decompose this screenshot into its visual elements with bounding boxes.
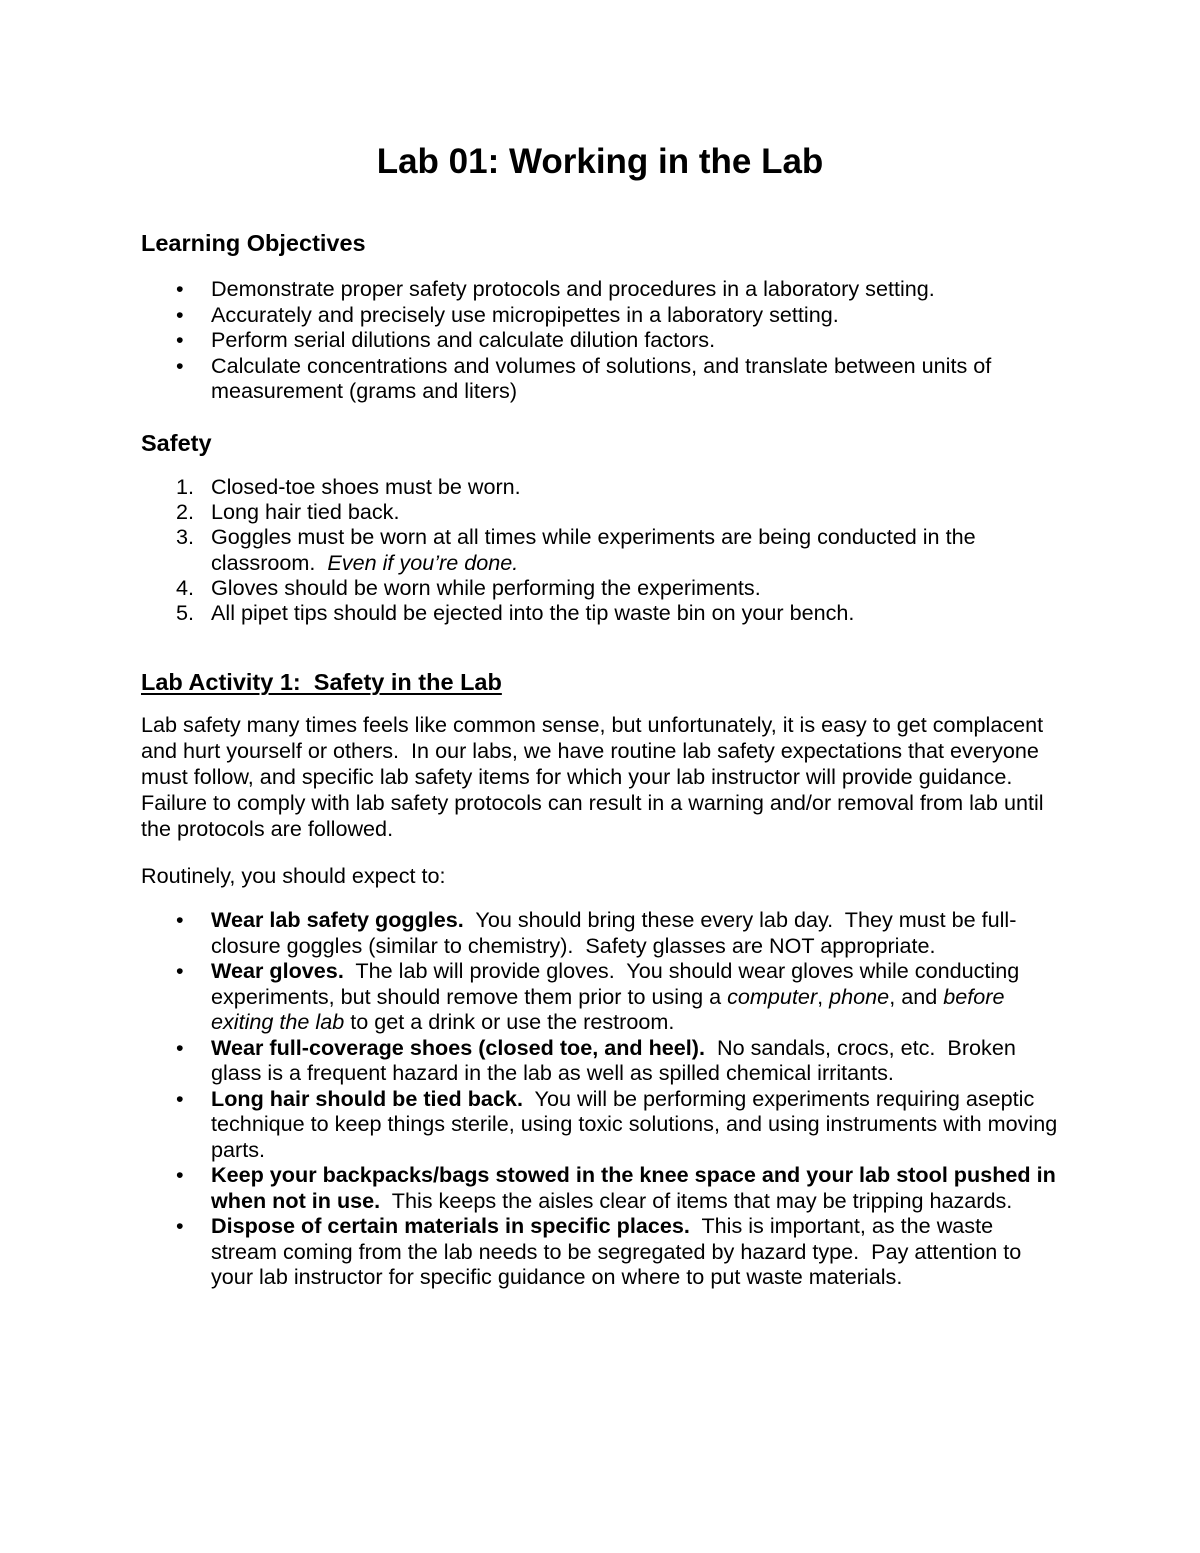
routine-item-text: You will be performing experiments requiring aseptic: [522, 1085, 1035, 1111]
routine-item-lead: when not in use.: [211, 1187, 381, 1213]
safety-rule-text: Closed-toe shoes must be worn.: [211, 474, 521, 499]
bullet-marker: •: [176, 1213, 184, 1238]
safety-rule-line: [211, 600, 1200, 625]
routine-line: [211, 1086, 1200, 1112]
bullet-marker: •: [176, 352, 184, 378]
routine-item-text: You should bring these every lab day. They must be full-: [463, 907, 1017, 932]
objective-item: [0, 276, 1200, 302]
paragraph-line: Lab safety many times feels like common sense, but unfortunately, it is easy to get complacent: [141, 712, 1044, 737]
safety-rule-text: classroom.: [211, 549, 328, 575]
list-number: 4.: [176, 574, 195, 600]
list-number: 3.: [176, 524, 195, 550]
page-title: Lab 01: Working in the Lab: [376, 142, 824, 181]
routine-item-emphasis: phone: [829, 983, 890, 1009]
paragraph-line: and hurt yourself or others. In our labs, we have routine lab safety expectations that everyone: [141, 738, 1039, 763]
safety-heading: Safety: [141, 430, 212, 456]
routine-item: [0, 1086, 1200, 1163]
bullet-marker: •: [176, 1034, 184, 1060]
routine-item-text: No sandals, crocs, etc. Broken: [705, 1034, 1016, 1060]
objective-item: [0, 353, 1200, 404]
routine-line: [211, 933, 1200, 959]
safety-rule-text: Long hair tied back.: [211, 499, 400, 525]
objective-line: [211, 302, 1200, 328]
safety-rule-line: [211, 499, 1200, 524]
objective-item: [0, 302, 1200, 328]
objective-text: Calculate concentrations and volumes of solutions, and translate between units of: [211, 352, 992, 378]
routine-item-text: , and: [889, 983, 944, 1009]
safety-rules-list: [0, 474, 1200, 625]
routine-item: [0, 1035, 1200, 1086]
routine-line: [211, 1239, 1200, 1265]
bullet-marker: •: [176, 907, 184, 932]
safety-rule-item: [0, 499, 1200, 524]
safety-rule-text: Goggles must be worn at all times while experiments are being conducted in the: [211, 524, 976, 550]
bullet-marker: •: [176, 1162, 184, 1187]
safety-rule-line: [211, 550, 1200, 575]
safety-rule-line: [211, 474, 1200, 499]
bullet-marker: •: [176, 327, 184, 352]
routine-item-text: your lab instructor for specific guidance on where to put waste materials.: [211, 1264, 903, 1289]
routine-item-emphasis: exiting the lab: [211, 1009, 345, 1034]
objective-line: [211, 353, 1200, 379]
list-number: 5.: [176, 600, 195, 626]
safety-rule-text: Gloves should be worn while performing the experiments.: [211, 574, 761, 600]
objective-line: [211, 327, 1200, 353]
routine-item-text: ,: [817, 983, 830, 1009]
list-number: 1.: [176, 474, 195, 499]
routine-line: [211, 1111, 1200, 1137]
bullet-marker: •: [176, 1085, 184, 1111]
objective-text: measurement (grams and liters): [211, 378, 518, 403]
routine-line: [211, 1137, 1200, 1163]
routine-item-text: technique to keep things sterile, using toxic solutions, and using instruments with moving: [211, 1111, 1058, 1136]
routine-item-lead: Dispose of certain materials in specific places.: [211, 1213, 690, 1238]
routine-item-text: parts.: [211, 1136, 266, 1162]
routine-item-lead: Keep your backpacks/bags stowed in the knee space and your lab stool pushed in: [211, 1162, 1056, 1187]
bullet-marker: •: [176, 958, 184, 983]
objective-line: [211, 378, 1200, 404]
routine-item-text: experiments, but should remove them prior to using a: [211, 983, 728, 1009]
list-number: 2.: [176, 499, 195, 525]
paragraph-line: Failure to comply with lab safety protocols can result in a warning and/or removal from lab until: [141, 790, 1044, 815]
routine-item-text: This keeps the aisles clear of items that may be tripping hazards.: [380, 1187, 1013, 1213]
routine-line: [211, 1060, 1200, 1086]
routine-item-text: to get a drink or use the restroom.: [344, 1009, 675, 1034]
routine-item-text: The lab will provide gloves. You should wear gloves while conducting: [343, 958, 1020, 983]
routine-item: [0, 1162, 1200, 1213]
safety-rule-emphasis: Even if you’re done.: [327, 549, 519, 575]
safety-rule-item: [0, 575, 1200, 600]
lab-safety-paragraph: [0, 712, 1200, 842]
routine-intro: [0, 863, 1200, 889]
routine-item: [0, 907, 1200, 958]
paragraph-line: the protocols are followed.: [141, 816, 394, 841]
routine-intro-text: Routinely, you should expect to:: [141, 863, 446, 888]
objective-text: Demonstrate proper safety protocols and procedures in a laboratory setting.: [211, 276, 935, 301]
routine-item-lead: Long hair should be tied back.: [211, 1085, 523, 1111]
learning-objectives-list: [0, 276, 1200, 404]
routine-item-text: glass is a frequent hazard in the lab as well as spilled chemical irritants.: [211, 1060, 894, 1085]
routine-item-emphasis: before: [943, 983, 1005, 1009]
routine-line: [211, 984, 1200, 1010]
paragraph-line: must follow, and specific lab safety items for which your lab instructor will provide guidance.: [141, 764, 1013, 789]
safety-rule-line: [211, 575, 1200, 600]
routine-line: [211, 1162, 1200, 1188]
objective-item: [0, 327, 1200, 353]
lab-activity-heading: Lab Activity 1: Safety in the Lab: [141, 669, 502, 695]
routine-line: [211, 1188, 1200, 1214]
safety-rule-line: [211, 524, 1200, 549]
routine-item-lead: Wear full-coverage shoes (closed toe, and heel).: [211, 1034, 705, 1060]
routine-line: [211, 958, 1200, 984]
safety-rule-item: [0, 600, 1200, 625]
routine-item-text: closure goggles (similar to chemistry). Safety glasses are NOT appropriate.: [211, 932, 936, 958]
bullet-marker: •: [176, 301, 184, 327]
objective-line: [211, 276, 1200, 302]
routine-item: [0, 958, 1200, 1035]
safety-rule-item: [0, 474, 1200, 499]
routine-item-lead: Wear lab safety goggles.: [211, 907, 464, 932]
safety-rule-text: All pipet tips should be ejected into the tip waste bin on your bench.: [211, 600, 855, 626]
safety-rule-item: [0, 524, 1200, 574]
routine-line: [211, 1035, 1200, 1061]
objective-text: Perform serial dilutions and calculate dilution factors.: [211, 327, 716, 352]
learning-objectives-heading: Learning Objectives: [141, 230, 366, 256]
routine-item-lead: Wear gloves.: [211, 958, 344, 983]
routine-line: [211, 907, 1200, 933]
routine-line: [211, 1264, 1200, 1290]
routine-expectations-list: [0, 907, 1200, 1290]
routine-item: [0, 1213, 1200, 1290]
routine-line: [211, 1009, 1200, 1035]
routine-item-emphasis: computer: [727, 983, 818, 1009]
routine-item-text: This is important, as the waste: [689, 1213, 994, 1238]
objective-text: Accurately and precisely use micropipettes in a laboratory setting.: [211, 301, 839, 327]
routine-item-text: stream coming from the lab needs to be segregated by hazard type. Pay attention to: [211, 1238, 1022, 1264]
bullet-marker: •: [176, 276, 184, 301]
routine-line: [211, 1213, 1200, 1239]
